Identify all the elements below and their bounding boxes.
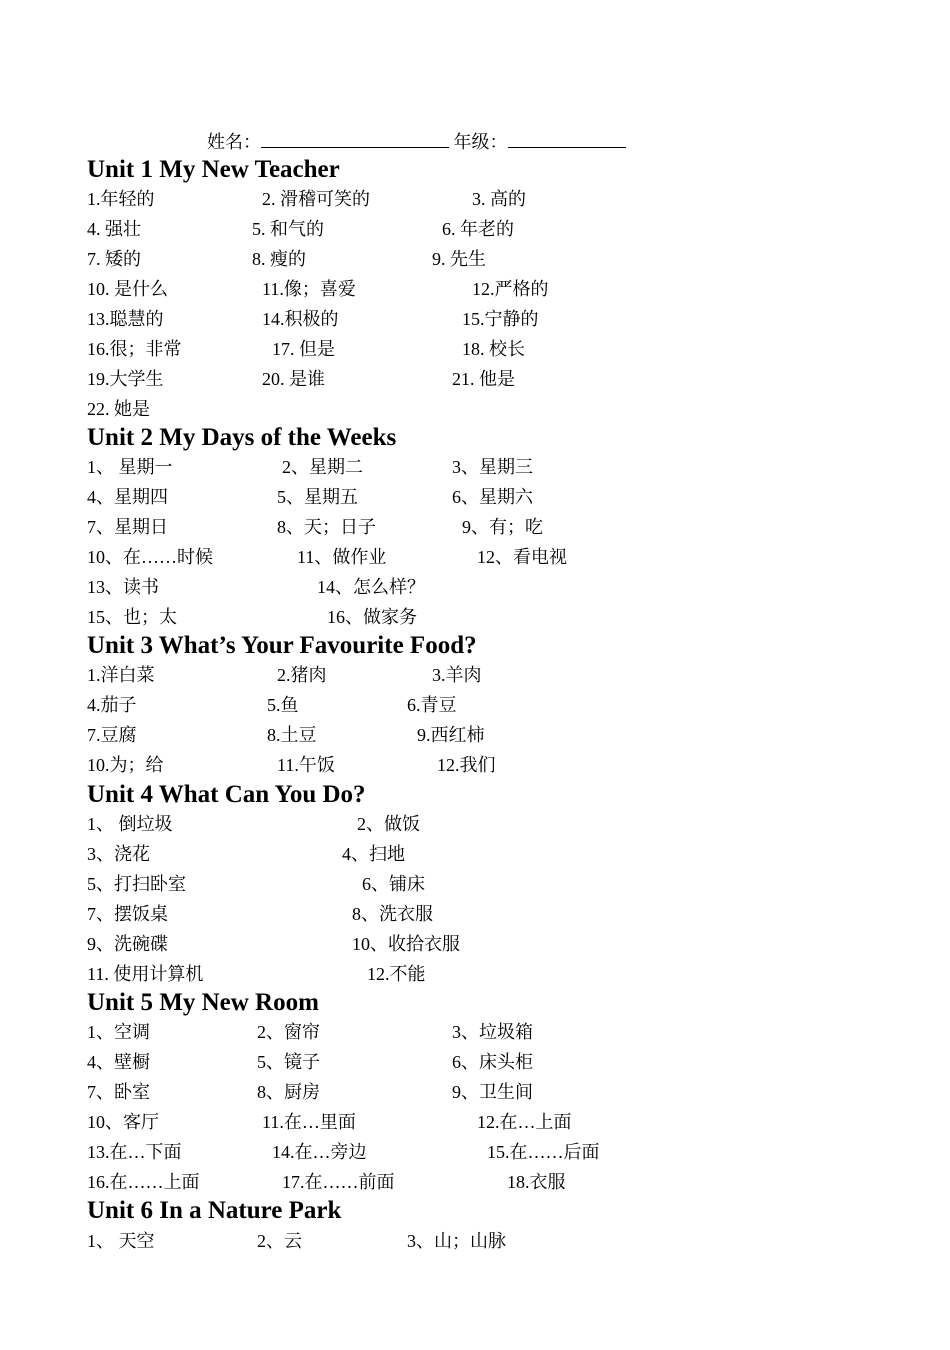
unit-2-title: Unit 2 My Days of the Weeks: [87, 424, 397, 451]
unit-3-vocab-item: 6.青豆: [407, 695, 457, 715]
unit-1-vocab-item: 1.年轻的: [87, 189, 155, 209]
unit-5-vocab-item: 14.在…旁边: [272, 1142, 367, 1162]
unit-2-vocab-item: 6、星期六: [452, 487, 533, 507]
unit-6-vocab-item: 1、 天空: [87, 1231, 155, 1251]
unit-2-vocab-item: 13、读书: [87, 577, 159, 597]
unit-2-vocab-item: 1、 星期一: [87, 457, 173, 477]
unit-1-vocab-item: 15.宁静的: [462, 309, 539, 329]
unit-3-vocab-item: 1.洋白菜: [87, 665, 155, 685]
unit-1-vocab-item: 18. 校长: [462, 339, 525, 359]
unit-1-vocab-item: 6. 年老的: [442, 219, 514, 239]
unit-3-vocab-item: 10.为；给: [87, 755, 164, 775]
unit-6-vocab-item: 2、云: [257, 1231, 302, 1251]
unit-6-vocab-item: 3、山；山脉: [407, 1231, 506, 1251]
unit-3-vocab-item: 12.我们: [437, 755, 496, 775]
unit-4-vocab-item: 7、摆饭桌: [87, 904, 168, 924]
unit-3-vocab-item: 5.鱼: [267, 695, 299, 715]
unit-1-vocab-item: 16.很；非常: [87, 339, 182, 359]
unit-4-vocab-item: 4、扫地: [342, 844, 405, 864]
unit-4-vocab-item: 1、 倒垃圾: [87, 814, 173, 834]
unit-4-vocab-item: 8、洗衣服: [352, 904, 433, 924]
unit-5-vocab-item: 1、空调: [87, 1022, 150, 1042]
unit-3-vocab-item: 4.茄子: [87, 695, 137, 715]
unit-5-vocab-item: 5、镜子: [257, 1052, 320, 1072]
unit-1-vocab-item: 14.积极的: [262, 309, 339, 329]
unit-1-title: Unit 1 My New Teacher: [87, 156, 340, 183]
grade-blank[interactable]: [508, 131, 626, 148]
unit-3-vocab-item: 9.西红柿: [417, 725, 485, 745]
name-label: 姓名：: [207, 132, 261, 152]
unit-5-vocab-item: 7、卧室: [87, 1082, 150, 1102]
unit-4-vocab-item: 2、做饭: [357, 814, 420, 834]
unit-4-title: Unit 4 What Can You Do?: [87, 781, 366, 808]
unit-2-vocab-item: 2、星期二: [282, 457, 363, 477]
unit-3-vocab-item: 8.土豆: [267, 725, 317, 745]
unit-5-title: Unit 5 My New Room: [87, 989, 319, 1016]
student-info-header: [207, 128, 626, 154]
unit-1-vocab-item: 21. 他是: [452, 369, 515, 389]
unit-4-vocab-item: 9、洗碗碟: [87, 934, 168, 954]
unit-1-vocab-item: 8. 瘦的: [252, 249, 306, 269]
unit-5-vocab-item: 11.在…里面: [262, 1112, 356, 1132]
unit-5-vocab-item: 12.在…上面: [477, 1112, 572, 1132]
unit-3-vocab-item: 11.午饭: [277, 755, 335, 775]
unit-4-vocab-item: 5、打扫卧室: [87, 874, 186, 894]
unit-5-vocab-item: 6、床头柜: [452, 1052, 533, 1072]
unit-1-vocab-item: 12.严格的: [472, 279, 549, 299]
name-blank[interactable]: [261, 131, 449, 148]
unit-5-vocab-item: 8、厨房: [257, 1082, 320, 1102]
unit-1-vocab-item: 22. 她是: [87, 399, 150, 419]
unit-5-vocab-item: 17.在……前面: [282, 1172, 395, 1192]
unit-2-vocab-item: 15、也；太: [87, 607, 177, 627]
unit-2-vocab-item: 4、星期四: [87, 487, 168, 507]
unit-3-title: Unit 3 What’s Your Favourite Food?: [87, 632, 477, 659]
unit-5-vocab-item: 3、垃圾箱: [452, 1022, 533, 1042]
unit-2-vocab-item: 12、看电视: [477, 547, 567, 567]
unit-3-vocab-item: 7.豆腐: [87, 725, 137, 745]
unit-6-title: Unit 6 In a Nature Park: [87, 1197, 342, 1224]
unit-1-vocab-item: 13.聪慧的: [87, 309, 164, 329]
unit-5-vocab-item: 16.在……上面: [87, 1172, 200, 1192]
unit-2-vocab-item: 10、在……时候: [87, 547, 213, 567]
unit-1-vocab-item: 20. 是谁: [262, 369, 325, 389]
unit-4-vocab-item: 10、收拾衣服: [352, 934, 460, 954]
unit-4-vocab-item: 11. 使用计算机: [87, 964, 204, 984]
unit-5-vocab-item: 2、窗帘: [257, 1022, 320, 1042]
unit-2-vocab-item: 16、做家务: [327, 607, 417, 627]
unit-4-vocab-item: 12.不能: [367, 964, 426, 984]
unit-1-vocab-item: 3. 高的: [472, 189, 526, 209]
unit-1-vocab-item: 10. 是什么: [87, 279, 168, 299]
unit-3-vocab-item: 3.羊肉: [432, 665, 482, 685]
unit-1-vocab-item: 4. 强壮: [87, 219, 141, 239]
unit-1-vocab-item: 7. 矮的: [87, 249, 141, 269]
unit-2-vocab-item: 14、怎么样？: [317, 577, 425, 597]
unit-1-vocab-item: 17. 但是: [272, 339, 335, 359]
grade-label: 年级：: [453, 132, 508, 152]
unit-5-vocab-item: 9、卫生间: [452, 1082, 533, 1102]
unit-5-vocab-item: 4、壁橱: [87, 1052, 150, 1072]
unit-4-vocab-item: 6、铺床: [362, 874, 425, 894]
unit-2-vocab-item: 7、星期日: [87, 517, 168, 537]
unit-2-vocab-item: 8、天；日子: [277, 517, 376, 537]
unit-5-vocab-item: 13.在…下面: [87, 1142, 182, 1162]
unit-1-vocab-item: 9. 先生: [432, 249, 486, 269]
unit-2-vocab-item: 11、做作业: [297, 547, 387, 567]
unit-1-vocab-item: 11.像；喜爱: [262, 279, 356, 299]
unit-2-vocab-item: 5、星期五: [277, 487, 358, 507]
unit-5-vocab-item: 10、客厅: [87, 1112, 159, 1132]
unit-5-vocab-item: 18.衣服: [507, 1172, 566, 1192]
unit-1-vocab-item: 19.大学生: [87, 369, 164, 389]
unit-1-vocab-item: 2. 滑稽可笑的: [262, 189, 370, 209]
unit-4-vocab-item: 3、浇花: [87, 844, 150, 864]
unit-5-vocab-item: 15.在……后面: [487, 1142, 600, 1162]
unit-2-vocab-item: 3、星期三: [452, 457, 533, 477]
unit-1-vocab-item: 5. 和气的: [252, 219, 324, 239]
unit-2-vocab-item: 9、有；吃: [462, 517, 543, 537]
unit-3-vocab-item: 2.猪肉: [277, 665, 327, 685]
